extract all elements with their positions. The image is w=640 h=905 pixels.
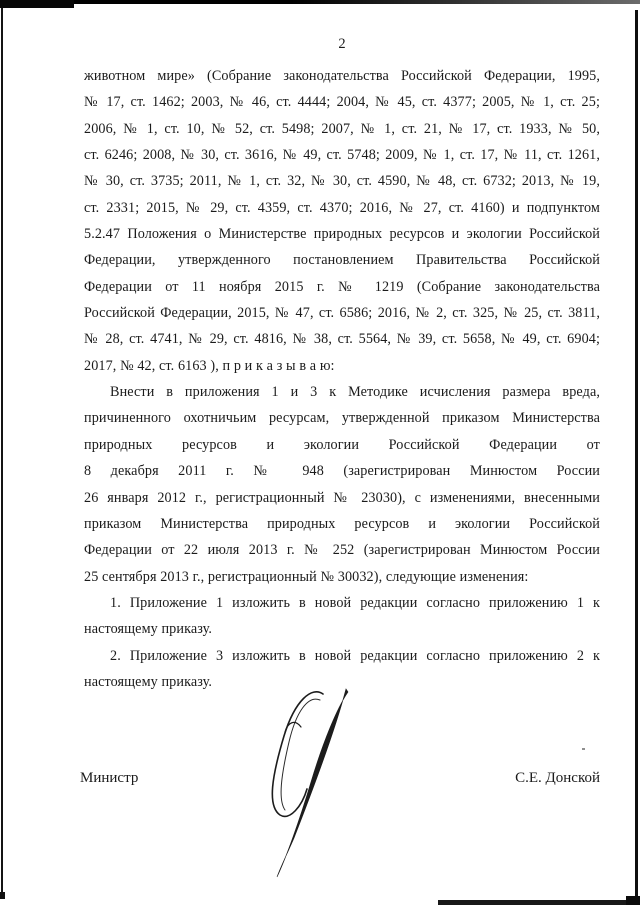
text-line: приказом Министерства природных ресурсов и экологии Российской: [84, 515, 600, 532]
text-line: № 30, ст. 3735; 2011, № 1, ст. 32, № 30, ст. 4590, № 48, ст. 6732; 2013, № 19,: [84, 173, 600, 190]
text-line: настоящему приказу.: [84, 621, 213, 638]
text-line: 26 января 2012 г., регистрационный № 23030), с изменениями, внесенными: [84, 489, 600, 506]
text-line: 1. Приложение 1 изложить в новой редакции согласно приложению 1 к: [110, 594, 600, 611]
text-line: ст. 6246; 2008, № 30, ст. 3616, № 49, ст. 5748; 2009, № 1, ст. 17, № 11, ст. 1261,: [84, 147, 600, 164]
scan-speck: [582, 748, 585, 750]
scan-edge-bottom: [438, 900, 640, 905]
page-number: 2: [338, 36, 346, 52]
text-line: 2. Приложение 3 изложить в новой редакции согласно приложению 2 к: [110, 647, 600, 664]
scan-edge-left: [1, 8, 3, 894]
scan-edge-bottom-corner: [626, 896, 640, 905]
text-line: 5.2.47 Положения о Министерстве природных ресурсов и экологии Российской: [84, 226, 600, 243]
scan-edge-top-left: [0, 0, 74, 8]
text-line: настоящему приказу.: [84, 673, 213, 690]
text-line: природных ресурсов и экологии Российской Федерации от: [84, 436, 600, 453]
text-line: 2017, № 42, ст. 6163 ), п р и к а з ы в а ю:: [84, 357, 335, 374]
text-line: 2006, № 1, ст. 10, № 52, ст. 5498; 2007, № 1, ст. 21, № 17, ст. 1933, № 50,: [84, 120, 600, 137]
text-line: причиненного охотничьим ресурсам, утвержденной приказом Министерства: [84, 410, 600, 427]
text-line: Внести в приложения 1 и 3 к Методике исчисления размера вреда,: [110, 384, 600, 401]
text-line: 8 декабря 2011 г. № 948 (зарегистрирован Минюстом России: [84, 463, 600, 480]
text-line: № 17, ст. 1462; 2003, № 46, ст. 4444; 2004, № 45, ст. 4377; 2005, № 1, ст. 25;: [84, 94, 600, 111]
scan-edge-left-foot: [0, 892, 5, 899]
scan-edge-top: [0, 0, 640, 4]
body-text: [84, 63, 600, 695]
text-line: Федерации от 11 ноября 2015 г. № 1219 (Собрание законодательства: [84, 278, 600, 295]
signatory-title: Министр: [80, 770, 139, 786]
text-line: Федерации от 22 июля 2013 г. № 252 (зарегистрирован Минюстом России: [84, 542, 600, 559]
text-line: Российской Федерации, 2015, № 47, ст. 6586; 2016, № 2, ст. 325, № 25, ст. 3811,: [84, 305, 600, 322]
text-line: Федерации, утвержденного постановлением Правительства Российской: [84, 252, 600, 269]
text-line: ст. 2331; 2015, № 29, ст. 4359, ст. 4370; 2016, № 27, ст. 4160) и подпунктом: [84, 199, 600, 216]
signatory-name: С.Е. Донской: [515, 770, 600, 786]
text-line: № 28, ст. 4741, № 29, ст. 4816, № 38, ст. 5564, № 39, ст. 5658, № 49, ст. 6904;: [84, 331, 600, 348]
scan-edge-right: [635, 10, 638, 905]
signature-row: [80, 770, 600, 787]
text-line: 25 сентября 2013 г., регистрационный № 30032), следующие изменения:: [84, 568, 529, 585]
text-line: животном мире» (Собрание законодательства Российской Федерации, 1995,: [84, 68, 600, 84]
